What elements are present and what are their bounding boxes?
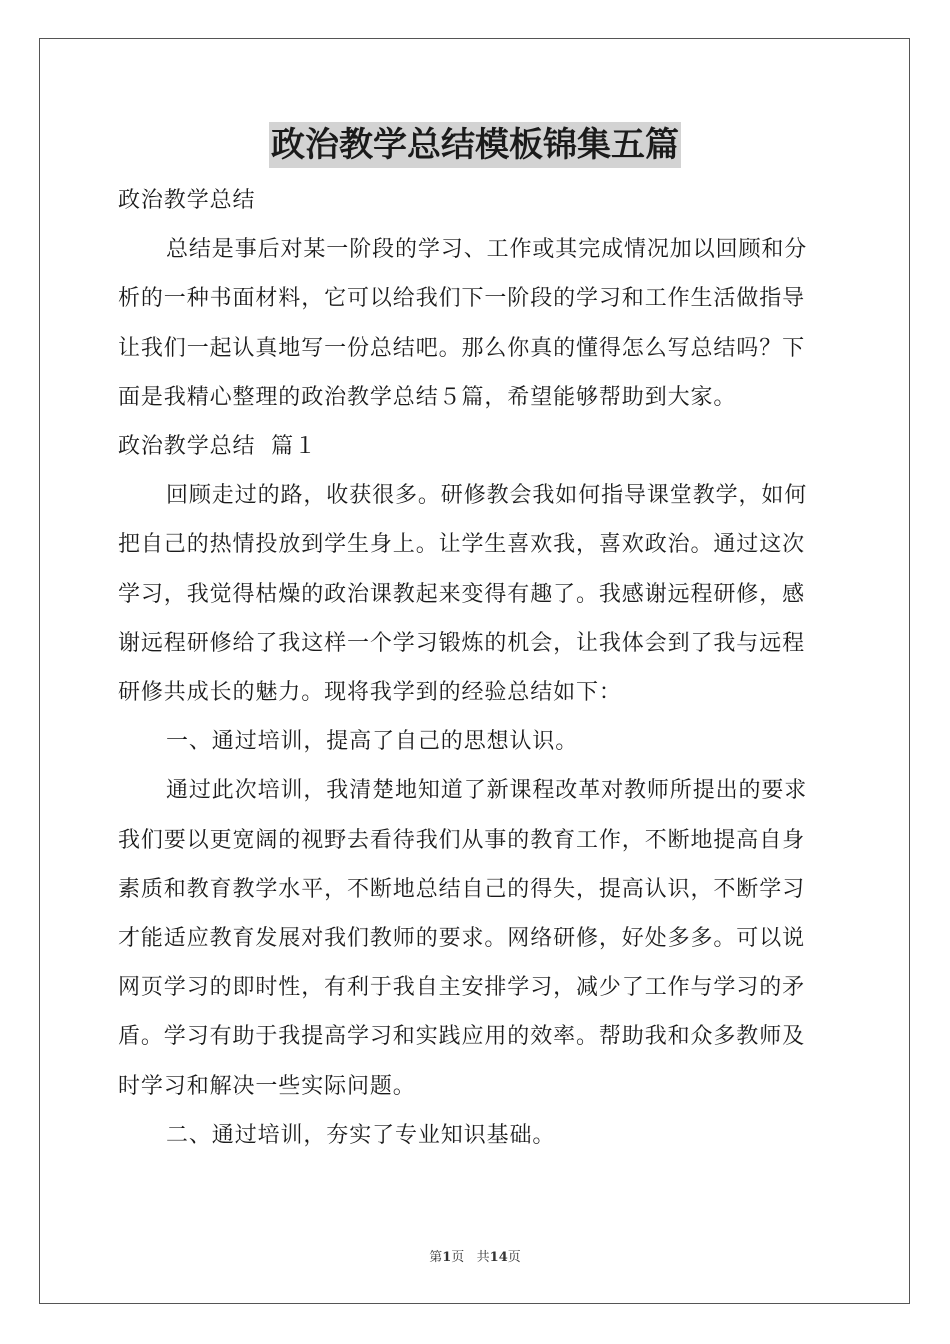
- paragraph-line: 研修共成长的魅力。现将我学到的经验总结如下：: [118, 680, 622, 706]
- subheading-line: 一、通过培训，提高了自己的思想认识。: [166, 729, 579, 755]
- paragraph-line: 才能适应教育发展对我们教师的要求。网络研修，好处多多。可以说: [118, 926, 806, 952]
- paragraph-line: 面是我精心整理的政治教学总结５篇，希望能够帮助到大家。: [118, 384, 737, 410]
- document-body: [118, 176, 834, 1160]
- paragraph-line: 让我们一起认真地写一份总结吧。那么你真的懂得怎么写总结吗？下: [118, 335, 806, 361]
- paragraph-line: 素质和教育教学水平，不断地总结自己的得失，提高认识，不断学习: [118, 876, 806, 902]
- paragraph-line: 析的一种书面材料，它可以给我们下一阶段的学习和工作生活做指导: [118, 286, 806, 312]
- paragraph-line: 时学习和解决一些实际问题。: [118, 1073, 416, 1099]
- paragraph-line: 总结是事后对某一阶段的学习、工作或其完成情况加以回顾和分: [166, 237, 808, 263]
- footer-mid: 页 共: [451, 1250, 490, 1265]
- footer-prefix: 第: [429, 1250, 443, 1265]
- paragraph-line: 把自己的热情投放到学生身上。让学生喜欢我，喜欢政治。通过这次: [118, 532, 806, 558]
- footer-total-pages: 14: [489, 1250, 508, 1265]
- paragraph-line: 我们要以更宽阔的视野去看待我们从事的教育工作，不断地提高自身: [118, 827, 806, 853]
- section-heading: 政治教学总结 篇１: [118, 434, 317, 460]
- title-container: [0, 122, 950, 168]
- page-footer: [0, 1246, 950, 1265]
- document-title: 政治教学总结模板锦集五篇: [269, 122, 681, 168]
- paragraph-line: 网页学习的即时性，有利于我自主安排学习，减少了工作与学习的矛: [118, 975, 806, 1001]
- paragraph-line: 回顾走过的路，收获很多。研修教会我如何指导课堂教学，如何: [166, 483, 808, 509]
- paragraph-line: 谢远程研修给了我这样一个学习锻炼的机会，让我体会到了我与远程: [118, 630, 806, 656]
- footer-suffix: 页: [507, 1250, 521, 1265]
- footer-page-number: 1: [442, 1250, 452, 1265]
- paragraph-line: 学习，我觉得枯燥的政治课教起来变得有趣了。我感谢远程研修，感: [118, 581, 806, 607]
- paragraph-line: 盾。学习有助于我提高学习和实践应用的效率。帮助我和众多教师及: [118, 1024, 806, 1050]
- subheading-line: 二、通过培训，夯实了专业知识基础。: [166, 1122, 556, 1148]
- section-heading: 政治教学总结: [118, 188, 256, 213]
- paragraph-line: 通过此次培训，我清楚地知道了新课程改革对教师所提出的要求: [166, 778, 808, 804]
